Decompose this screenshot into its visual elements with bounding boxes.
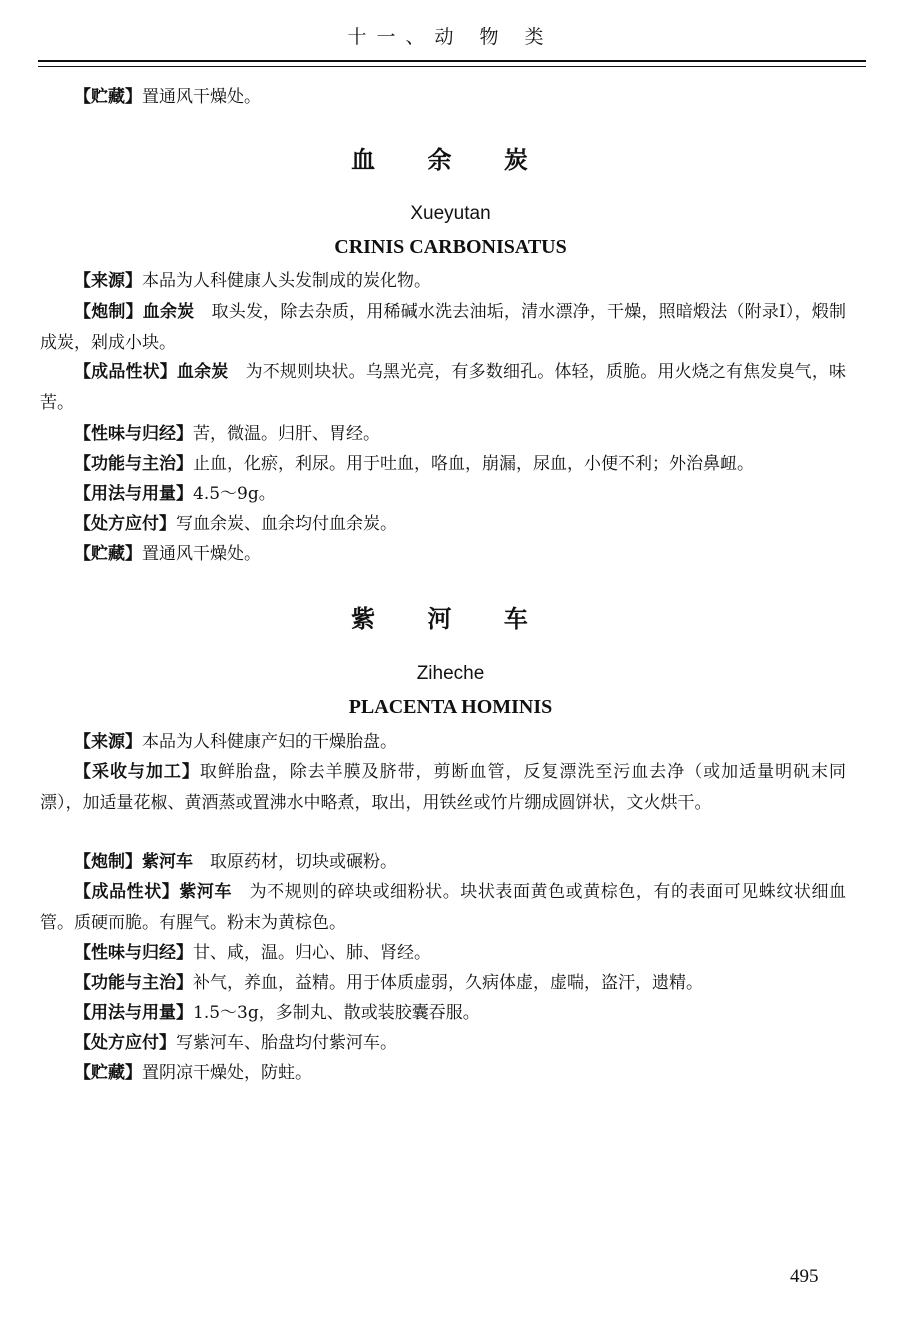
label: 【处方应付】: [74, 1033, 176, 1053]
entry2-usage: [40, 998, 846, 1029]
label: 【功能与主治】: [74, 973, 193, 993]
text: 写血余炭、血余均付血余炭。: [176, 514, 397, 534]
label: 【成品性状】血余炭: [74, 362, 229, 382]
entry2-processing: [40, 847, 846, 878]
text: 补气，养血，益精。用于体质虚弱，久病体虚，虚喘，盗汗，遗精。: [193, 973, 703, 993]
label: 【贮藏】: [74, 544, 142, 564]
label: 【用法与用量】: [74, 1003, 193, 1023]
entry1-pinyin: Xueyutan: [410, 203, 491, 224]
entry1-latin-name: CRINIS CARBONISATUS: [334, 236, 567, 258]
label: 【来源】: [74, 271, 142, 291]
label: 【采收与加工】: [74, 762, 200, 782]
text: 取头发，除去杂质，用稀碱水洗去油垢，清水漂净，干燥，照暗煅法（附录Ⅰ），煅制成炭，剁成小块。: [40, 302, 847, 353]
entry1-product: [40, 357, 846, 419]
text: 置通风干燥处。: [142, 544, 261, 564]
entry2-pinyin: Ziheche: [416, 663, 485, 684]
entry1-nature: [40, 419, 846, 450]
entry1-title: 血 余 炭: [351, 146, 550, 174]
page-number: 495: [790, 1266, 819, 1287]
text: 1.5～3g，多制丸、散或装胶囊吞服。: [193, 1003, 480, 1023]
label: 【功能与主治】: [74, 454, 193, 474]
storage-paragraph-top: [40, 82, 846, 113]
text: 本品为人科健康人头发制成的炭化物。: [142, 271, 431, 291]
label: 【性味与归经】: [74, 424, 193, 444]
label: 【性味与归经】: [74, 943, 193, 963]
entry2-prescription: [40, 1028, 846, 1059]
text: 本品为人科健康产妇的干燥胎盘。: [142, 732, 397, 752]
entry2-function: [40, 968, 846, 999]
entry1-source: [40, 266, 846, 297]
text: 取原药材，切块或碾粉。: [193, 852, 397, 872]
label: 【成品性状】紫河车: [74, 882, 233, 902]
entry2-storage: [40, 1058, 846, 1089]
label: 【来源】: [74, 732, 142, 752]
entry1-function: [40, 449, 846, 480]
entry2-latin-name: PLACENTA HOMINIS: [348, 696, 553, 718]
entry1-storage: [40, 539, 846, 570]
text: 甘、咸，温。归心、肺、肾经。: [193, 943, 431, 963]
entry1-prescription: [40, 509, 846, 540]
text: 取鲜胎盘，除去羊膜及脐带，剪断血管，反复漂洗至污血去净（或加适量明矾末同漂），加适量花椒、黄酒蒸或置沸水中略煮，取出，用铁丝或竹片绷成圆饼状，文火烘干。: [40, 762, 847, 813]
text: 为不规则块状。乌黑光亮，有多数细孔。体轻，质脆。用火烧之有焦发臭气，味苦。: [40, 362, 847, 413]
label: 【用法与用量】: [74, 484, 193, 504]
text: 置阴凉干燥处，防蛀。: [142, 1063, 312, 1083]
entry2-title: 紫 河 车: [351, 605, 550, 633]
text: 4.5～9g。: [193, 484, 276, 504]
label: 【处方应付】: [74, 514, 176, 534]
entry2-product: [40, 877, 846, 939]
entry2-collection: [40, 757, 846, 819]
text: 写紫河车、胎盘均付紫河车。: [176, 1033, 397, 1053]
storage-text: 置通风干燥处。: [142, 87, 261, 107]
entry1-processing: [40, 297, 846, 359]
label: 【炮制】紫河车: [74, 852, 193, 872]
label: 【炮制】血余炭: [74, 302, 195, 322]
label: 【贮藏】: [74, 1063, 142, 1083]
entry2-source: [40, 727, 846, 758]
text: 苦，微温。归肝、胃经。: [193, 424, 380, 444]
text: 止血，化瘀，利尿。用于吐血，咯血，崩漏，尿血，小便不利；外治鼻衄。: [193, 454, 754, 474]
running-header: 十一、动 物 类: [347, 26, 554, 48]
entry1-usage: [40, 479, 846, 510]
entry2-nature: [40, 938, 846, 969]
text: 为不规则的碎块或细粉状。块状表面黄色或黄棕色，有的表面可见蛛纹状细血管。质硬而脆。有腥气。粉末为黄棕色。: [40, 882, 847, 933]
header-rule: [38, 60, 866, 67]
storage-label: 【贮藏】: [74, 87, 142, 107]
